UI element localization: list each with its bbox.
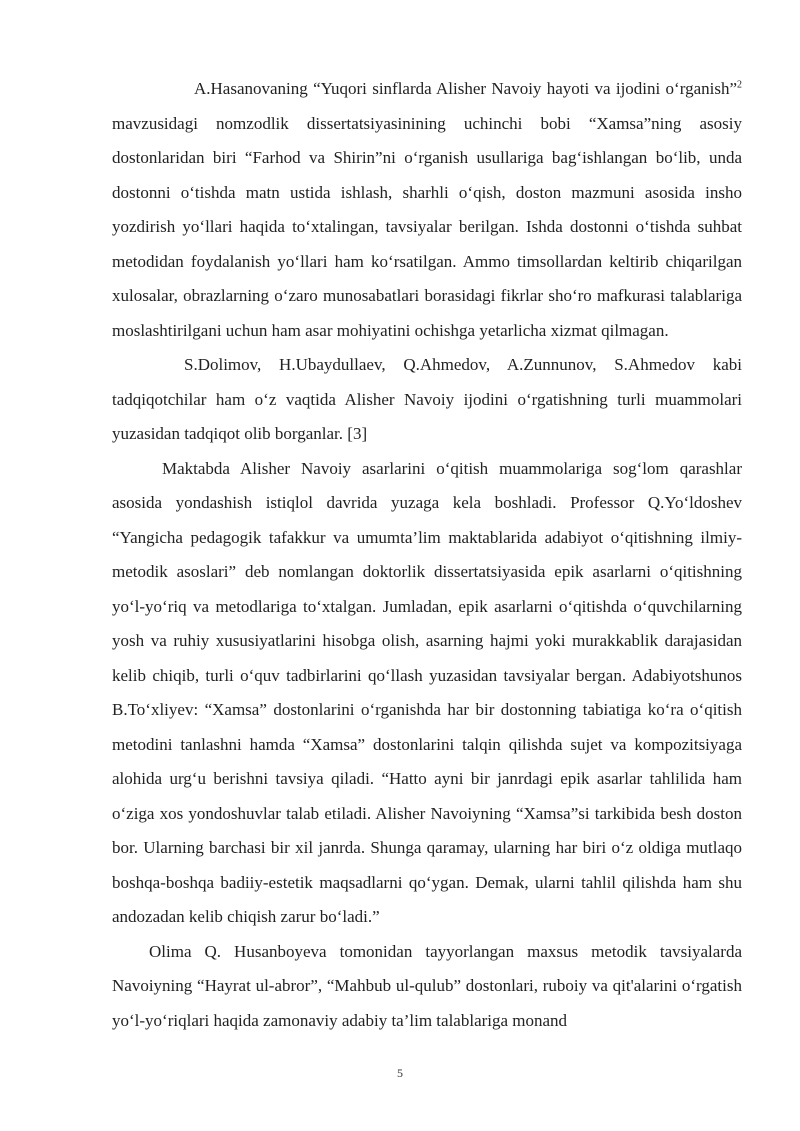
paragraph-2: S.Dolimov, H.Ubaydullaev, Q.Ahmedov, A.Zunnunov, S.Ahmedov kabi tadqiqotchilar ham o‘z vaqtida Alisher Navoiy ijodini o‘rgatishning turli muammolari yuzasidan tadqiqot olib borganlar. [3] [112, 355, 742, 443]
paragraph-1-text-a: A.Hasanovaning “Yuqori sinflarda Alisher Navoiy hayoti va ijodini o‘rganish” [194, 79, 737, 98]
paragraph-3: Maktabda Alisher Navoiy asarlarini o‘qitish muammolariga sog‘lom qarashlar asosida yondashish istiqlol davrida yuzaga kela boshladi. Professor Q.Yo‘ldoshev “Yangicha pedagogik tafakkur va umumta’lim maktablarida adabiyot o‘qitishning ilmiy-metodik asoslari” deb nomlangan doktorlik dissertatsiyasida epik asarlarni o‘qitishning yo‘l-yo‘riq va metodlariga to‘xtalgan. Jumladan, epik asarlarni o‘qitishda o‘quvchilarning yosh va ruhiy xususiyatlarini hisobga olish, asarning hajmi yoki murakkablik darajasidan kelib chiqib, turli o‘quv tadbirlarini qo‘llash yuzasidan tavsiyalar bergan. Adabiyotshunos B.To‘xliyev: “Xamsa” dostonlarini o‘rganishda har bir dostonning tabiatiga ko‘ra o‘qitish metodini tanlashni hamda “Xamsa” dostonlarini talqin qilishda sujet va kompozitsiyaga alohida urg‘u berishni tavsiya qiladi. “Hatto ayni bir janrdagi epik asarlar tahlilida ham o‘ziga xos yondoshuvlar talab etiladi. Alisher Navoiyning “Xamsa”si tarkibida besh doston bor. Ularning barchasi bir xil janrda. Shunga qaramay, ularning har biri o‘z oldiga mutlaqo boshqa-boshqa badiiy-estetik maqsadlarni qo‘ygan. Demak, ularni tahlil qilishda ham shu andozadan kelib chiqish zarur bo‘ladi.” [112, 458, 742, 926]
paragraph-4: Olima Q. Husanboyeva tomonidan tayyorlangan maxsus metodik tavsiyalarda Navoiyning “Hayrat ul-abror”, “Mahbub ul-qulub” dostonlari, ruboiy va qit'alarini o‘rgatish yo‘l-yo‘riqlari haqida zamonaviy adabiy ta’lim talablariga monand [112, 941, 742, 1030]
page-number: 5 [397, 1066, 403, 1080]
footnote-marker: 2 [737, 79, 742, 91]
paragraph-1 [112, 72, 742, 348]
paragraph-1-text-b: mavzusidagi nomzodlik dissertatsiyasinining uchinchi bobi “Xamsa”ning asosiy dostonlaridan biri “Farhod va Shirin”ni o‘rganish usullariga bag‘ishlangan bo‘lib, unda dostonni o‘tishda matn ustida ishlash, sharhli o‘qish, doston mazmuni asosida insho yozdirish yo‘llari haqida to‘xtalingan, tavsiyalar berilgan. Ishda dostonni o‘tishda suhbat metodidan foydalanish yo‘llari ham ko‘rsatilgan. Ammo timsollardan keltirib chiqarilgan xulosalar, obrazlarning o‘zaro munosabatlari borasidagi fikrlar sho‘ro mafkurasi talablariga moslashtirilgani uchun ham asar mohiyatini ochishga yetarlicha xizmat qilmagan. [112, 113, 742, 340]
document-page [112, 72, 742, 1038]
